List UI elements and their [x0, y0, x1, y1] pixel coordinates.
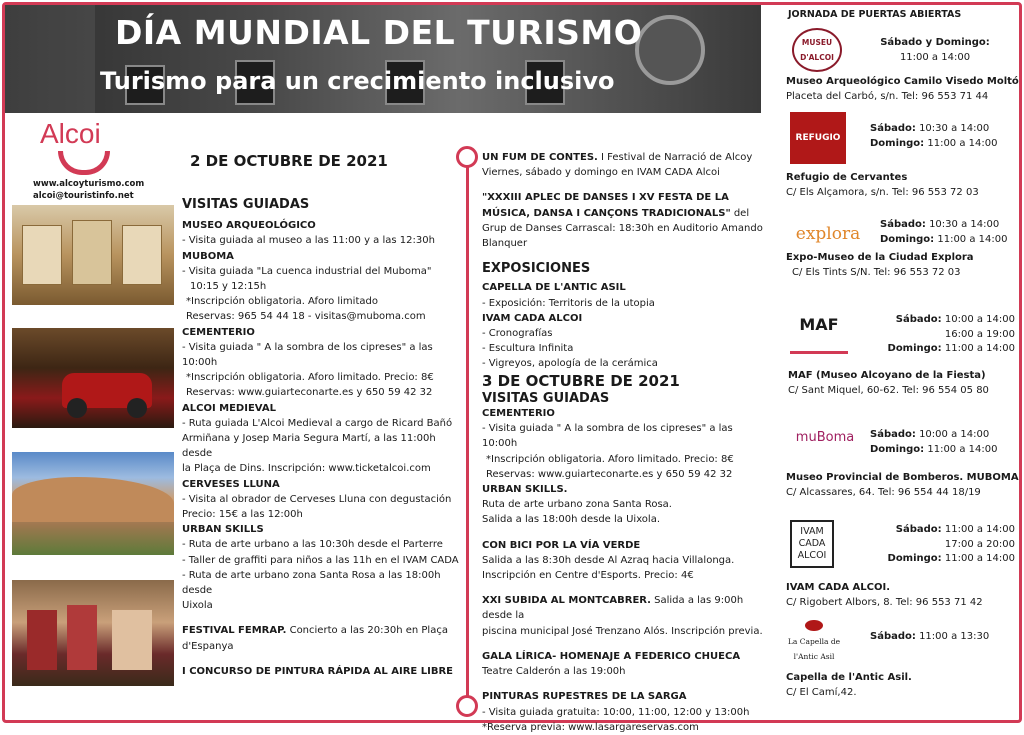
timeline-dot-top — [456, 146, 478, 168]
event-cementerio-2: CEMENTERIO - Visita guiada " A la sombra de los cipreses" a las 10:00h *Inscripción obligatoria. Aforo limitado. Precio: 8€ Reservas: www.guiarteconarte.es y 650 59 42 32 — [482, 408, 734, 480]
event-muboma: MUBOMA - Visita guiada "La cuenca industrial del Muboma" 10:15 y 12:15h *Inscripción obligatoria. Aforo limitado Reservas: 965 54 44 18 - visitas@muboma.com — [182, 250, 432, 323]
ivam-logo: IVAM CADA ALCOI — [790, 520, 834, 568]
event-alcoi-medieval: ALCOI MEDIEVAL - Ruta guiada L'Alcoi Medieval a cargo de Ricard Bañó Armiñana y Josep Maria Segura Martí, a las 11:00h desde la Plaça de Dins. Inscripción: www.ticketalcoi.com — [182, 402, 453, 475]
email-link[interactable]: alcoi@touristinfo.net — [33, 191, 134, 201]
day2-column — [482, 150, 767, 735]
museu-logo: MUSEU D'ALCOI — [792, 28, 842, 72]
capella-emblem-icon — [805, 620, 823, 631]
date-heading-day1: 2 DE OCTUBRE DE 2021 — [190, 152, 388, 170]
car-photo — [12, 328, 174, 428]
exhibition-photo — [12, 580, 174, 686]
website-link[interactable]: www.alcoyturismo.com — [33, 179, 145, 189]
event-fum-de-contes: UN FUM DE CONTES. I Festival de Narració de Alcoy Viernes, sábado y domingo en IVAM CADA Alcoi — [482, 152, 753, 179]
alcoi-logo — [38, 118, 138, 178]
event-concurso: I CONCURSO DE PINTURA RÁPIDA AL AIRE LIBRE — [182, 665, 453, 677]
event-urban-skills-2: URBAN SKILLS. Ruta de arte urbano zona Santa Rosa. Salida a las 18:00h desde la Uixola. — [482, 484, 672, 526]
clock-icon — [635, 15, 705, 85]
event-cementerio: CEMENTERIO - Visita guiada " A la sombra de los cipreses" a las 10:00h *Inscripción obligatoria. Aforo limitado. Precio: 8€ Reservas: www.guiarteconarte.es y 650 59 42 32 — [182, 326, 434, 399]
event-museo: MUSEO ARQUEOLÓGICO - Visita guiada al museo a las 11:00 y a las 12:30h — [182, 220, 435, 247]
muboma-logo: muBoma — [795, 429, 855, 445]
refugio-logo: REFUGIO — [790, 112, 846, 164]
date-heading-day2: 3 DE OCTUBRE DE 2021 — [482, 371, 680, 390]
maf-logo: MAF — [790, 298, 848, 354]
venue-maf: MAF Sábado: 10:00 a 14:00 16:00 a 19:00 Domingo: 11:00 a 14:00 MAF (Museo Alcoyano de la Fiesta) C/ Sant Miquel, 60-62. Tel: 96 554 05 80 — [786, 296, 1018, 396]
logo-text: Alcoi — [40, 118, 101, 149]
banner-title: DÍA MUNDIAL DEL TURISMO — [115, 13, 643, 52]
day1-column — [182, 195, 464, 679]
expo-heading: EXPOSICIONES — [482, 261, 591, 277]
museum-photo — [12, 205, 174, 305]
contact-info — [33, 178, 144, 202]
section-heading: VISITAS GUIADAS — [182, 197, 310, 212]
event-subida: XXI SUBIDA AL MONTCABRER. Salida a las 9:00h desde la piscina municipal José Trenzano Alós. Inscripción previa. — [482, 595, 763, 637]
venue-refugio: REFUGIO Sábado: 10:30 a 14:00 Domingo: 11:00 a 14:00 Refugio de Cervantes C/ Els Alçamora, s/n. Tel: 96 553 72 03 — [786, 112, 1018, 192]
visitas-heading-day2: VISITAS GUIADAS — [482, 390, 610, 406]
venue-capella: La Capella de l'Antic Asil Sábado: 11:00 a 13:30 Capella de l'Antic Asil. C/ El Camí,42. — [786, 618, 1018, 700]
capella-logo: La Capella de l'Antic Asil — [786, 620, 842, 664]
venue-muboma: muBoma Sábado: 10:00 a 14:00 Domingo: 11:00 a 14:00 Museo Provincial de Bomberos. MUBOMA C/ Alcassares, 64. Tel: 96 554 44 18/19 — [786, 420, 1018, 500]
smile-icon — [58, 151, 110, 175]
rock-shelter-photo — [12, 452, 174, 555]
event-cerveses-lluna: CERVESES LLUNA - Visita al obrador de Cerveses Lluna con degustación Precio: 15€ a las 12:00h — [182, 478, 452, 521]
event-bici: CON BICI POR LA VÍA VERDE Salida a las 8:30h desde Al Azraq hacia Villalonga. Inscripción en Centre d'Esports. Precio: 4€ — [482, 539, 735, 582]
event-gala: GALA LÍRICA- HOMENAJE A FEDERICO CHUECA Teatre Calderón a las 19:00h — [482, 650, 741, 678]
expo-capella: CAPELLA DE L'ANTIC ASIL - Exposición: Territoris de la utopia — [482, 282, 655, 309]
timeline-line — [466, 151, 469, 708]
event-aplec: "XXXIII APLEC DE DANSES I XV FESTA DE LA MÚSICA, DANSA I CANÇONS TRADICIONALS" del Grup de Danses Carrascal: 18:30h en Auditorio Amando Blanquer — [482, 192, 763, 250]
expo-ivam: IVAM CADA ALCOI - Cronografías - Escultura Infinita - Vigreyos, apología de la cerámica — [482, 312, 658, 370]
event-festival-femrap: FESTIVAL FEMRAP. Concierto a las 20:30h en Plaça d'Espanya — [182, 625, 448, 652]
venue-ivam: IVAM CADA ALCOI Sábado: 11:00 a 14:00 17:00 a 20:00 Domingo: 11:00 a 14:00 IVAM CADA ALCOI. C/ Rigobert Albors, 8. Tel: 96 553 71 42 — [786, 518, 1018, 608]
header-banner — [5, 5, 761, 113]
venue-museo-arqueologico: MUSEU D'ALCOI Sábado y Domingo: 11:00 a 14:00 Museo Arqueológico Camilo Visedo Moltó Placeta del Carbó, s/n. Tel: 96 553 71 44 — [786, 28, 1018, 108]
jornada-heading: JORNADA DE PUERTAS ABIERTAS — [788, 9, 962, 20]
venue-explora: explora Sábado: 10:30 a 14:00 Domingo: 11:00 a 14:00 Expo-Museo de la Ciudad Explora C/ Els Tints S/N. Tel: 96 553 72 03 — [786, 216, 1018, 286]
banner-subtitle: Turismo para un crecimiento inclusivo — [100, 67, 615, 95]
timeline-dot-bottom — [456, 695, 478, 717]
event-sarga: PINTURAS RUPESTRES DE LA SARGA - Visita guiada gratuita: 10:00, 11:00, 12:00 y 13:00h *Reserva previa: www.lasargareservas.com — [482, 691, 750, 733]
explora-logo: explora — [795, 223, 861, 244]
event-urban-skills: URBAN SKILLS - Ruta de arte urbano a las 10:30h desde el Parterre - Taller de graffiti para niños a las 11h en el IVAM CADA - Ruta de arte urbano zona Santa Rosa a las 18:00h desde Uixola — [182, 524, 459, 612]
